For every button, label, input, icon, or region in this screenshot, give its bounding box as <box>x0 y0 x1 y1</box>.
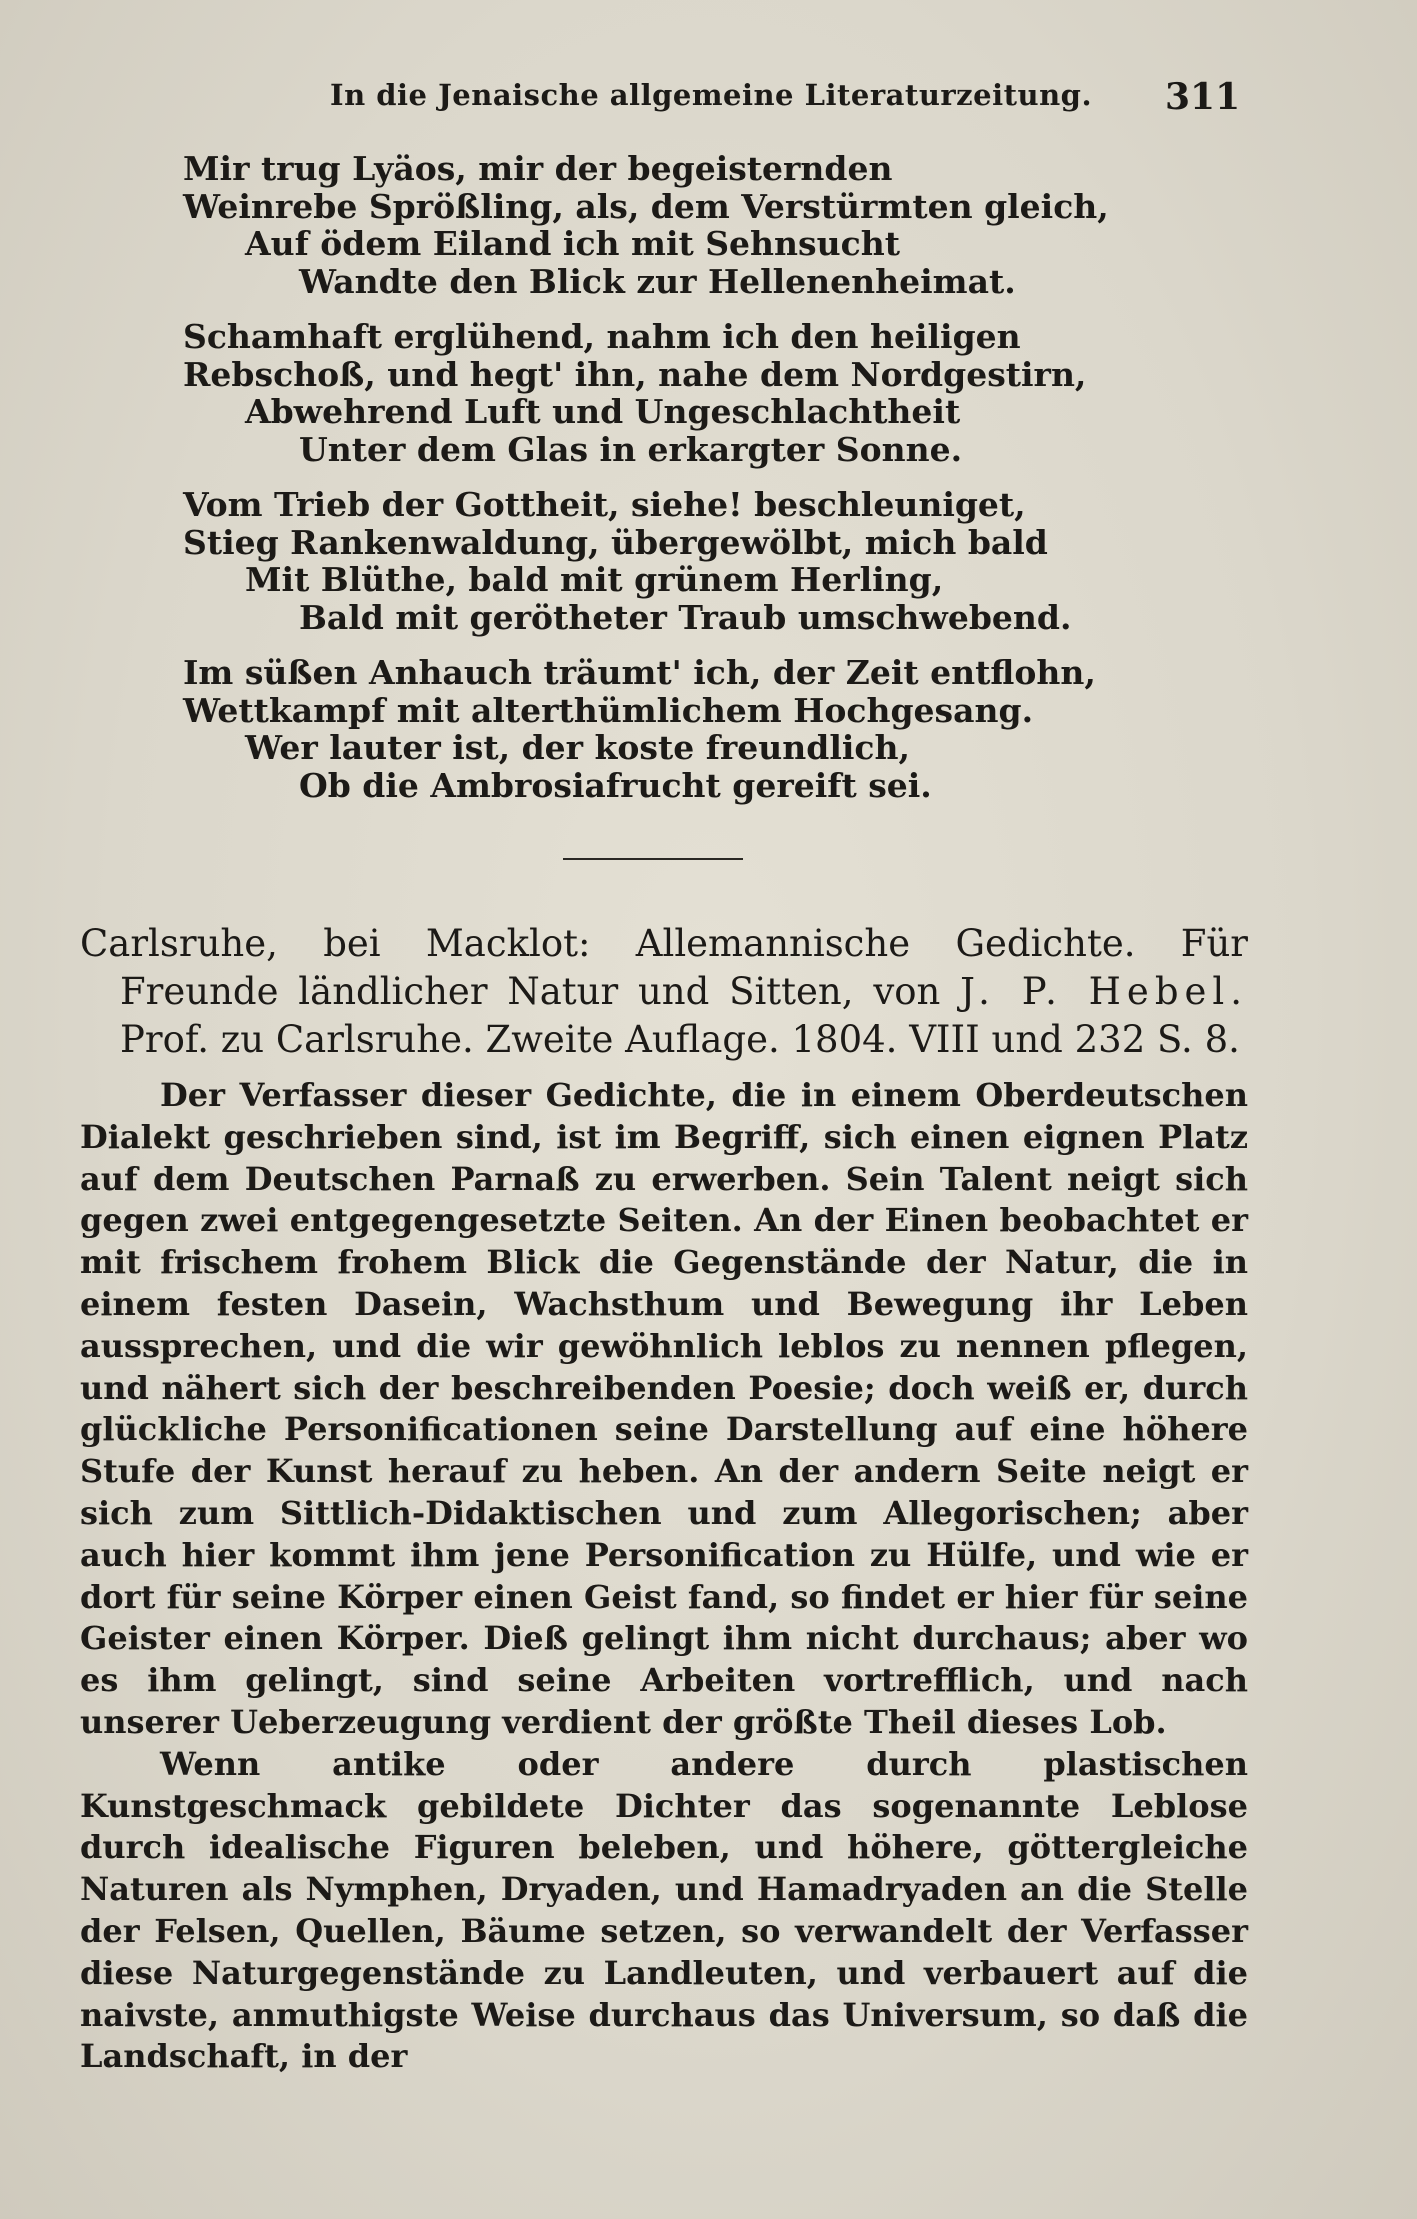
verse-line: Mit Blüthe, bald mit grünem Herling, <box>245 560 944 599</box>
review-bibliographic-entry <box>80 920 1248 1064</box>
verse-line: Unter dem Glas in erkargter Sonne. <box>299 429 963 469</box>
verse-line: Auf ödem Eiland ich mit Sehnsucht <box>245 224 900 263</box>
verse-line: Mir trug Lyäos, mir der begeisternden <box>183 149 893 188</box>
review-paragraph: Wenn antike oder andere durch plastischen Kunstgeschmack gebildete Dichter das sogenannte Leblose durch idealische Figuren beleben, und höhere, göttergleiche Naturen als Nymphen, Dryaden, und Hamadryaden an die Stelle der Felsen, Quellen, Bäume setzen, so verwandelt der Verfasser diese Naturgegenstände zu Landleuten, und verbauert auf die naivste, anmuthigste Weise durchaus das Universum, so daß die Landschaft, in der <box>80 1744 1248 2076</box>
verse-line: Vom Trieb der Gottheit, siehe! beschleuniget, <box>183 485 1026 524</box>
verse-line: Rebschoß, und hegt' ihn, nahe dem Nordgestirn, <box>183 354 1087 394</box>
section-divider <box>563 858 743 860</box>
poem-stanza <box>183 486 1113 636</box>
poem <box>183 150 1113 822</box>
poem-stanza <box>183 318 1113 468</box>
poem-stanza <box>183 150 1113 300</box>
poem-stanza <box>183 654 1113 804</box>
author-name: J. P. Hebel. <box>960 970 1248 1013</box>
bibliography-text: Prof. zu Carlsruhe. Zweite Auflage. 1804. VIII und 232 S. 8. <box>120 1018 1240 1061</box>
verse-line: Weinrebe Sprößling, als, dem Verstürmten gleich, <box>183 186 1109 226</box>
verse-line: Wer lauter ist, der koste freundlich, <box>245 728 911 767</box>
bibliography-text: Carlsruhe, bei Macklot: Allemannische Gedichte. Für Freunde ländlicher Natur und Sitten, von <box>80 922 1248 1013</box>
running-title: In die Jenaische allgemeine Literaturzeitung. <box>330 78 1093 112</box>
verse-line: Bald mit gerötheter Traub umschwebend. <box>299 597 1072 637</box>
verse-line: Wettkampf mit alterthümlichem Hochgesang. <box>183 690 1034 730</box>
verse-line: Stieg Rankenwaldung, übergewölbt, mich bald <box>183 522 1048 562</box>
page-header <box>330 76 1241 128</box>
verse-line: Schamhaft erglühend, nahm ich den heiligen <box>183 317 1021 356</box>
review-body <box>80 1075 1248 2078</box>
page-number: 311 <box>1165 76 1241 118</box>
verse-line: Wandte den Blick zur Hellenenheimat. <box>299 261 1016 301</box>
verse-line: Abwehrend Luft und Ungeschlachtheit <box>245 392 961 431</box>
verse-line: Ob die Ambrosiafrucht gereift sei. <box>299 765 932 805</box>
review-paragraph: Der Verfasser dieser Gedichte, die in einem Oberdeutschen Dialekt geschrieben sind, ist im Begriff, sich einen eignen Platz auf dem Deutschen Parnaß zu erwerben. Sein Talent neigt sich gegen zwei entgegengesetzte Seiten. An der Einen beobachtet er mit frischem frohem Blick die Gegenstände der Natur, die in einem festen Dasein, Wachsthum und Bewegung ihr Leben aussprechen, und die wir gewöhnlich leblos zu nennen pflegen, und nähert sich der beschreibenden Poesie; doch weiß er, durch glückliche Personificationen seine Darstellung auf eine höhere Stufe der Kunst herauf zu heben. An der andern Seite neigt er sich zum Sittlich-Didaktischen und zum Allegorischen; aber auch hier kommt ihm jene Personification zu Hülfe, und wie er dort für seine Körper einen Geist fand, so findet er hier für seine Geister einen Körper. Dieß gelingt ihm nicht durchaus; aber wo es ihm gelingt, sind seine Arbeiten vortrefflich, und nach unserer Ueberzeugung verdient der größte Theil dieses Lob. <box>80 1076 1248 1741</box>
verse-line: Im süßen Anhauch träumt' ich, der Zeit entflohn, <box>183 653 1096 692</box>
